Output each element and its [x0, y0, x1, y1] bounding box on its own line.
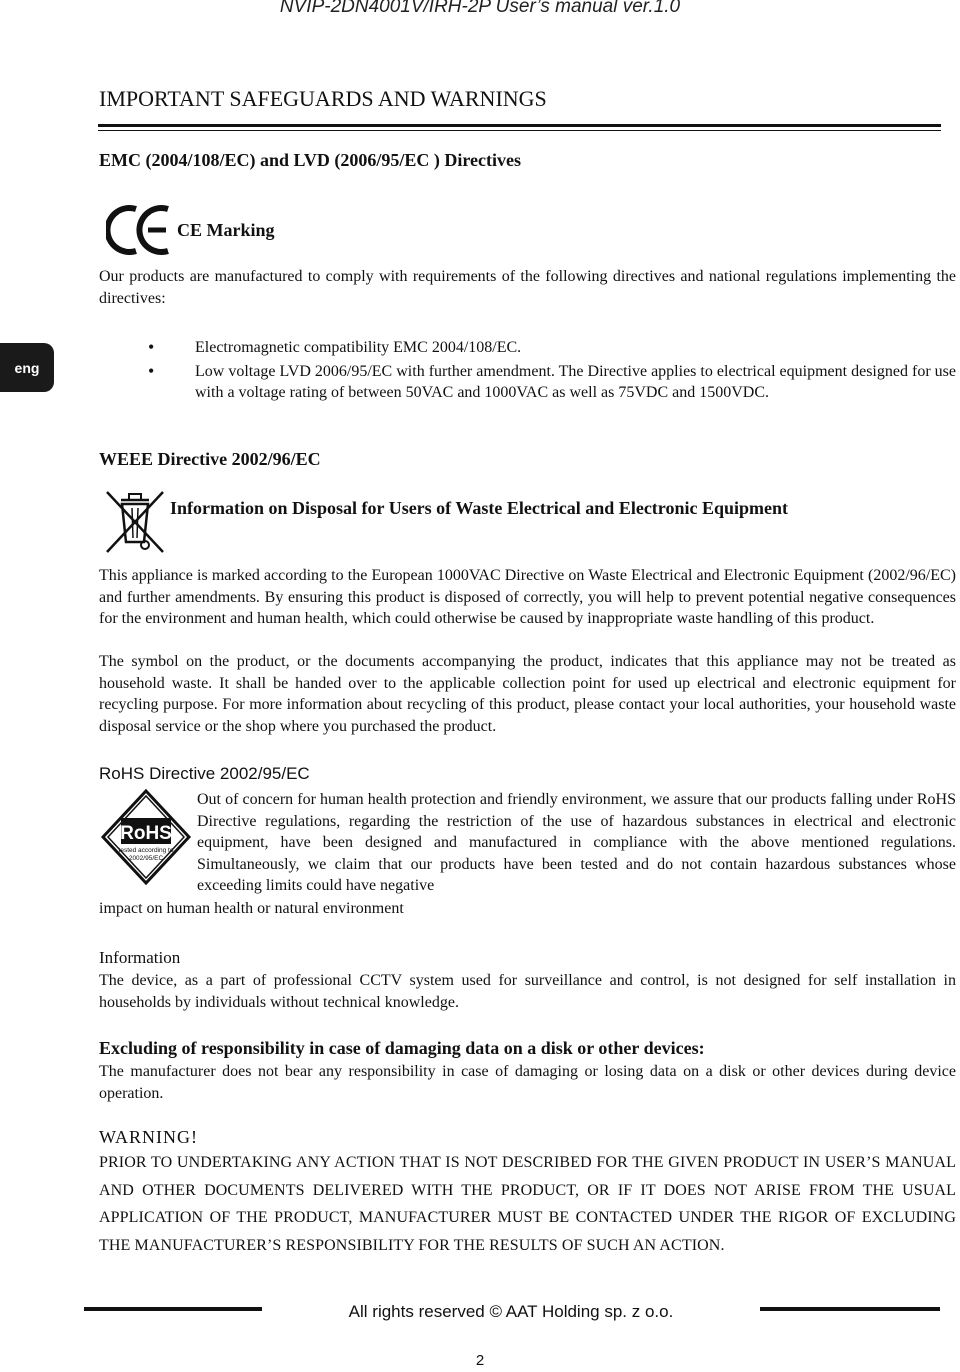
weee-paragraph-1: This appliance is marked according to the European 1000VAC Directive on Waste Electrical and Electronic Equipment (2002/96/EC) and further amendments. By ensuring this product is disposed of correctly, you will help to prevent potential negative consequences for the environment and human health, which could otherwise be caused by inappropriate waste handling of this product. — [99, 567, 956, 627]
footer-rule-left — [84, 1307, 262, 1311]
weee-heading: WEEE Directive 2002/96/EC — [99, 449, 321, 469]
emc-intro: Our products are manufactured to comply with requirements of the following directives and national regulations implementing the directives: — [99, 268, 956, 307]
rohs-logo-text: RoHS — [120, 823, 172, 844]
information-heading: Information — [99, 948, 181, 967]
weee-subheading: Information on Disposal for Users of Waste Electrical and Electronic Equipment — [170, 498, 788, 518]
rohs-logo-icon — [100, 788, 192, 886]
excluding-heading: Excluding of responsibility in case of damaging data on a disk or other devices: — [99, 1038, 705, 1058]
weee-paragraph-2: The symbol on the product, or the documents accompanying the product, indicates that this appliance may not be treated as household waste. It shall be handed over to the applicable collection point for used up electrical and electronic equipment for recycling purpose. For more information about recycling of this product, please contact your local authorities, your household waste disposal service or the shop where you purchased the product. — [99, 653, 956, 735]
rohs-logo-caption-1: tested according to — [118, 847, 174, 854]
footer-rule-right — [760, 1307, 940, 1311]
weee-bin-icon — [103, 488, 167, 556]
ce-marking-label: CE Marking — [177, 220, 275, 240]
rohs-text-full: impact on human health or natural environment — [99, 900, 404, 917]
ce-mark-icon — [106, 205, 172, 255]
list-item: • Low voltage LVD 2006/95/EC with further amendment. The Directive applies to electrical equipment designed for use with a voltage rating of between 50VAC and 1000VAC as well as 75VDC and 1500VDC. — [148, 361, 956, 404]
language-tab: eng — [0, 343, 54, 392]
title-rule-thin — [98, 130, 941, 131]
page-title: IMPORTANT SAFEGUARDS AND WARNINGS — [99, 86, 547, 111]
rohs-heading: RoHS Directive 2002/95/EC — [99, 764, 310, 783]
information-text: The device, as a part of professional CCTV system used for surveillance and control, is not designed for self installation in households by individuals without technical knowledge. — [99, 972, 956, 1011]
list-item: • Electromagnetic compatibility EMC 2004/108/EC. — [148, 337, 956, 359]
running-header: NVIP-2DN4001V/IRH-2P User’s manual ver.1.0 — [279, 0, 681, 17]
page-number: 2 — [475, 1352, 485, 1369]
rohs-logo-caption-2: 2002/95/EC — [128, 855, 164, 862]
footer-rights: All rights reserved © AAT Holding sp. z o.o. — [348, 1302, 674, 1321]
warning-heading: WARNING! — [99, 1127, 198, 1147]
rohs-text-side: Out of concern for human health protection and friendly environment, we assure that our products falling under RoHS Directive regulations, regarding the restriction of the use of hazardous substances in electrical and electronic equipment, have been designed and manufactured in compliance with the above mentioned regulations. Simultaneously, we claim that our products have been tested and do not contain hazardous substances whose exceeding limits could have negative — [197, 791, 956, 894]
title-rule-thick — [98, 124, 941, 127]
warning-text: PRIOR TO UNDERTAKING ANY ACTION THAT IS NOT DESCRIBED FOR THE GIVEN PRODUCT IN USER’S MANUAL AND OTHER DOCUMENTS DELIVERED WITH THE PRODUCT, OR IF IT DOES NOT ARISE FROM THE USUAL APPLICATION OF THE PRODUCT, MANUFACTURER MUST BE CONTACTED UNDER THE RIGOR OF EXCLUDING THE MANUFACTURER’S RESPONSIBILITY FOR THE RESULTS OF SUCH AN ACTION. — [99, 1154, 956, 1254]
emc-bullet-list — [148, 337, 956, 404]
excluding-text: The manufacturer does not bear any responsibility in case of damaging or losing data on a disk or other devices during device operation. — [99, 1063, 956, 1102]
emc-heading: EMC (2004/108/EC) and LVD (2006/95/EC ) Directives — [99, 150, 521, 170]
